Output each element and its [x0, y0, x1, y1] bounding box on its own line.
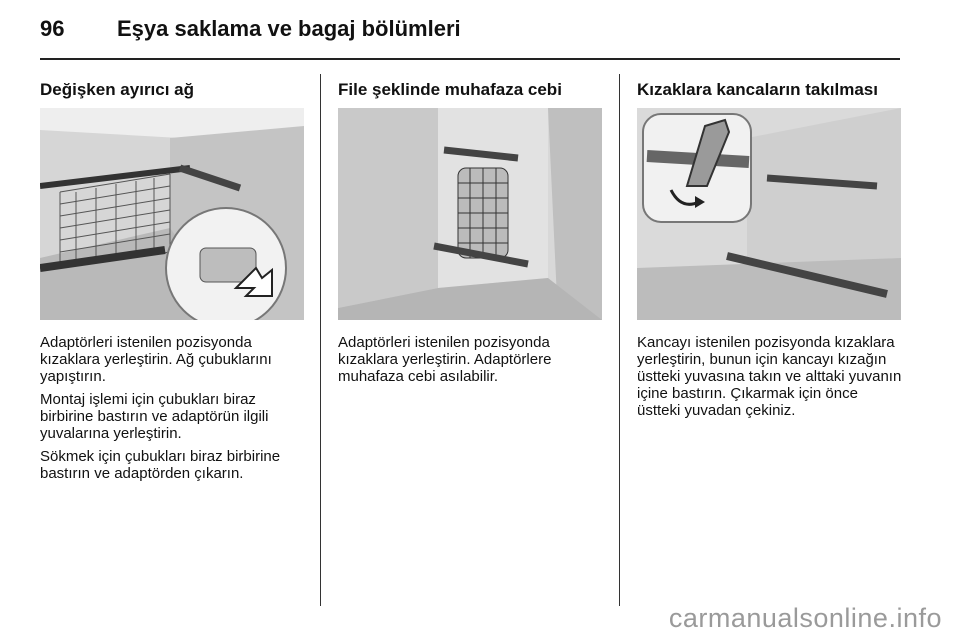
paragraph: Adaptörleri istenilen pozisyonda kızaklara yerleştirin. Ağ çubuklarını yapıştırın.: [40, 334, 272, 385]
header-rule: [40, 58, 900, 60]
section-title: Değişken ayırıcı ağ: [40, 80, 195, 99]
column-hook-installation: [637, 78, 903, 425]
paragraph: Montaj işlemi için çubukları biraz birbirine bastırın ve adaptörün ilgili yuvalarına yerleştirin.: [40, 391, 269, 442]
paragraph: Sökmek için çubukları biraz birbirine bastırın ve adaptörden çıkarın.: [40, 448, 281, 482]
section-title: File şeklinde muhafaza cebi: [338, 80, 562, 99]
paragraph: Adaptörleri istenilen pozisyonda kızaklara yerleştirin. Adaptörlere muhafaza cebi asılabilir.: [338, 334, 552, 385]
watermark: carmanualsonline.info: [668, 603, 942, 633]
illustration-net-adapter: [40, 108, 304, 320]
illustration-storage-pocket: [338, 108, 602, 320]
column-storage-net: [338, 78, 604, 391]
column-divider: [619, 74, 620, 606]
chapter-title: Eşya saklama ve bagaj bölümleri: [117, 16, 461, 41]
page-number: 96: [40, 16, 65, 41]
paragraph: Kancayı istenilen pozisyonda kızaklara yerleştirin, bunun için kancayı kızağın üstteki yuvasına takın ve alttaki yuvanın içine bastırın. Çıkarmak için önce üstteki yuvadan çekiniz.: [637, 334, 902, 419]
section-title: Kızaklara kancaların takılması: [637, 80, 878, 99]
column-variable-net: [40, 78, 306, 488]
column-divider: [320, 74, 321, 606]
illustration-hook-rail: [637, 108, 901, 320]
